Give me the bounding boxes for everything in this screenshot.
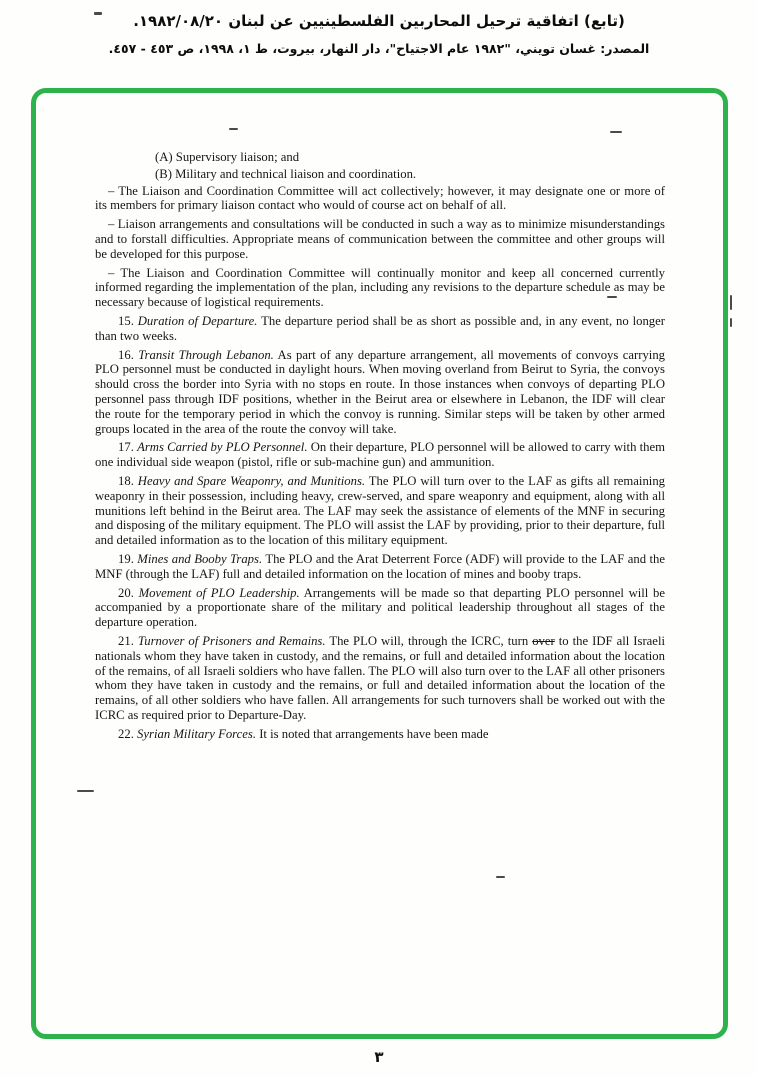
paragraph-text: The PLO will, through the ICRC, turn [325, 633, 533, 648]
paragraph-text: 22. [118, 726, 138, 741]
paragraph-text: 20. [118, 585, 139, 600]
header-title-arabic: (تابع) اتفاقية ترحيل المحاربين الفلسطينيين عن لبنان ١٩٨٢/٠٨/٢٠. [133, 12, 625, 30]
header-source-arabic: المصدر: غسان تويني، "١٩٨٢ عام الاجتياح"، دار النهار، بيروت، ط ١، ١٩٩٨، ص ٤٥٣ - ٤٥٧. [108, 41, 650, 56]
scan-artifact [607, 296, 617, 298]
paragraph-text: 21. [118, 633, 138, 648]
paragraph-text: – The Liaison and Coordination Committee will act collectively; however, it may designate one or more of its members for primary liaison contact who would of course act on behalf of all. [95, 183, 665, 213]
scan-artifact [730, 295, 732, 310]
scan-artifact [77, 790, 94, 792]
paragraph-text: On their departure, PLO personnel will be allowed to carry with them one individual side weapon (pistol, rifle or sub-machine gun) and ammunition. [95, 440, 666, 470]
paragraph-text: Arrangements will be made so that departing PLO personnel will be accompanied by a proportionate share of the military and political leadership throughout all stages of the departure operation. [95, 585, 665, 630]
paragraph-text: It is noted that arrangements have been made [256, 726, 489, 741]
paragraph [95, 348, 665, 437]
scan-artifact [730, 318, 732, 327]
paragraph [95, 474, 665, 548]
paragraph-text: (A) Supervisory liaison; and [155, 150, 300, 164]
paragraph-text: 19. [118, 551, 138, 566]
paragraph [95, 167, 665, 182]
paragraph-text: – The Liaison and Coordination Committee will continually monitor and keep all concerned currently informed regarding the implementation of the plan, including any revisions to the departure schedule as may be necessary because of logistical requirements. [95, 265, 665, 310]
paragraph-text: The PLO and the Arat Deterrent Force (ADF) will provide to the LAF and the MNF (through the LAF) full and detailed information on the location of mines and booby traps. [95, 551, 666, 581]
paragraph-heading-italic: Mines and Booby Traps. [137, 551, 263, 566]
paragraph-text: 18. [118, 473, 138, 488]
paragraph-heading-italic: Movement of PLO Leadership. [138, 585, 300, 600]
paragraph-text: 16. [118, 347, 139, 362]
paragraph-text: The PLO will turn over to the LAF as gifts all remaining weaponry in their possession, including heavy, crew-served, and spare weaponry and equipment, along with all munitions left behind in the Beirut area. The LAF may seek the assistance of elements of the MNF in securing and disposing of the military equipment. The PLO will assist the LAF by providing, prior to their departure, full and detailed information as to the location of this military equipment. [95, 473, 666, 548]
paragraph [95, 552, 665, 582]
paragraph-text: (B) Military and technical liaison and coordination. [155, 166, 417, 181]
paragraph [95, 266, 665, 310]
page-number: ٣ [374, 1048, 384, 1066]
paragraph [95, 314, 665, 344]
paragraph-text: 17. [118, 440, 138, 455]
paragraph-text: The departure period shall be as short as possible and, in any event, no longer than two weeks. [95, 313, 665, 343]
paragraph-text: to the IDF all Israeli nationals whom they have taken in custody, and the remains, or full and detailed information about the location of the remains, of all Israeli soldiers who have fallen. The PLO will also turn over to the LAF all other prisoners whom they have taken in custody and the remains, or full and detailed information about the location of the remains, of all other soldiers who have fallen. All arrangements for such turnovers shall be worked out with the ICRC as required prior to Departure-Day. [95, 633, 665, 722]
paragraph-text: As part of any departure arrangement, all movements of convoys carrying PLO personnel must be conducted in daylight hours. When moving overland from Beirut to Syria, the convoys should cross the border into Syria with no stops en route. In those instances when convoys of departing PLO personnel pass through IDF positions, whether in the Beirut area or elsewhere in Lebanon, the IDF will clear the route for the temporary period in which the convoy is running. Similar steps will be taken by other armed groups located in the area of the route the convoy will take. [95, 347, 666, 436]
paragraph-heading-italic: Syrian Military Forces. [137, 726, 257, 741]
scan-artifact [94, 12, 102, 15]
paragraph-heading-italic: Heavy and Spare Weaponry, and Munitions. [137, 473, 366, 488]
scan-artifact [496, 876, 505, 878]
document-header [0, 12, 758, 56]
paragraph-heading-italic: Arms Carried by PLO Personnel. [137, 440, 308, 455]
paragraph-heading-italic: Turnover of Prisoners and Remains. [137, 633, 326, 648]
document-body [95, 150, 665, 745]
paragraph [95, 217, 665, 261]
paragraph [95, 634, 665, 723]
paragraph [95, 586, 665, 630]
scan-artifact [610, 131, 622, 133]
paragraph-heading-italic: Transit Through Lebanon. [138, 347, 274, 362]
paragraph [95, 727, 665, 742]
paragraph-text: – Liaison arrangements and consultations will be conducted in such a way as to minimize misunderstandings and to forstall difficulties. Appropriate means of communication between the committee and other groups will be developed for this purpose. [95, 217, 665, 261]
paragraph-heading-italic: Duration of Departure. [137, 313, 258, 328]
paragraph [95, 184, 665, 214]
paragraph-text: over [532, 633, 555, 648]
paragraph [95, 440, 665, 470]
scan-artifact [229, 128, 238, 130]
paragraph [95, 150, 665, 165]
paragraph-text: 15. [118, 313, 138, 328]
green-border-frame [31, 88, 728, 1039]
